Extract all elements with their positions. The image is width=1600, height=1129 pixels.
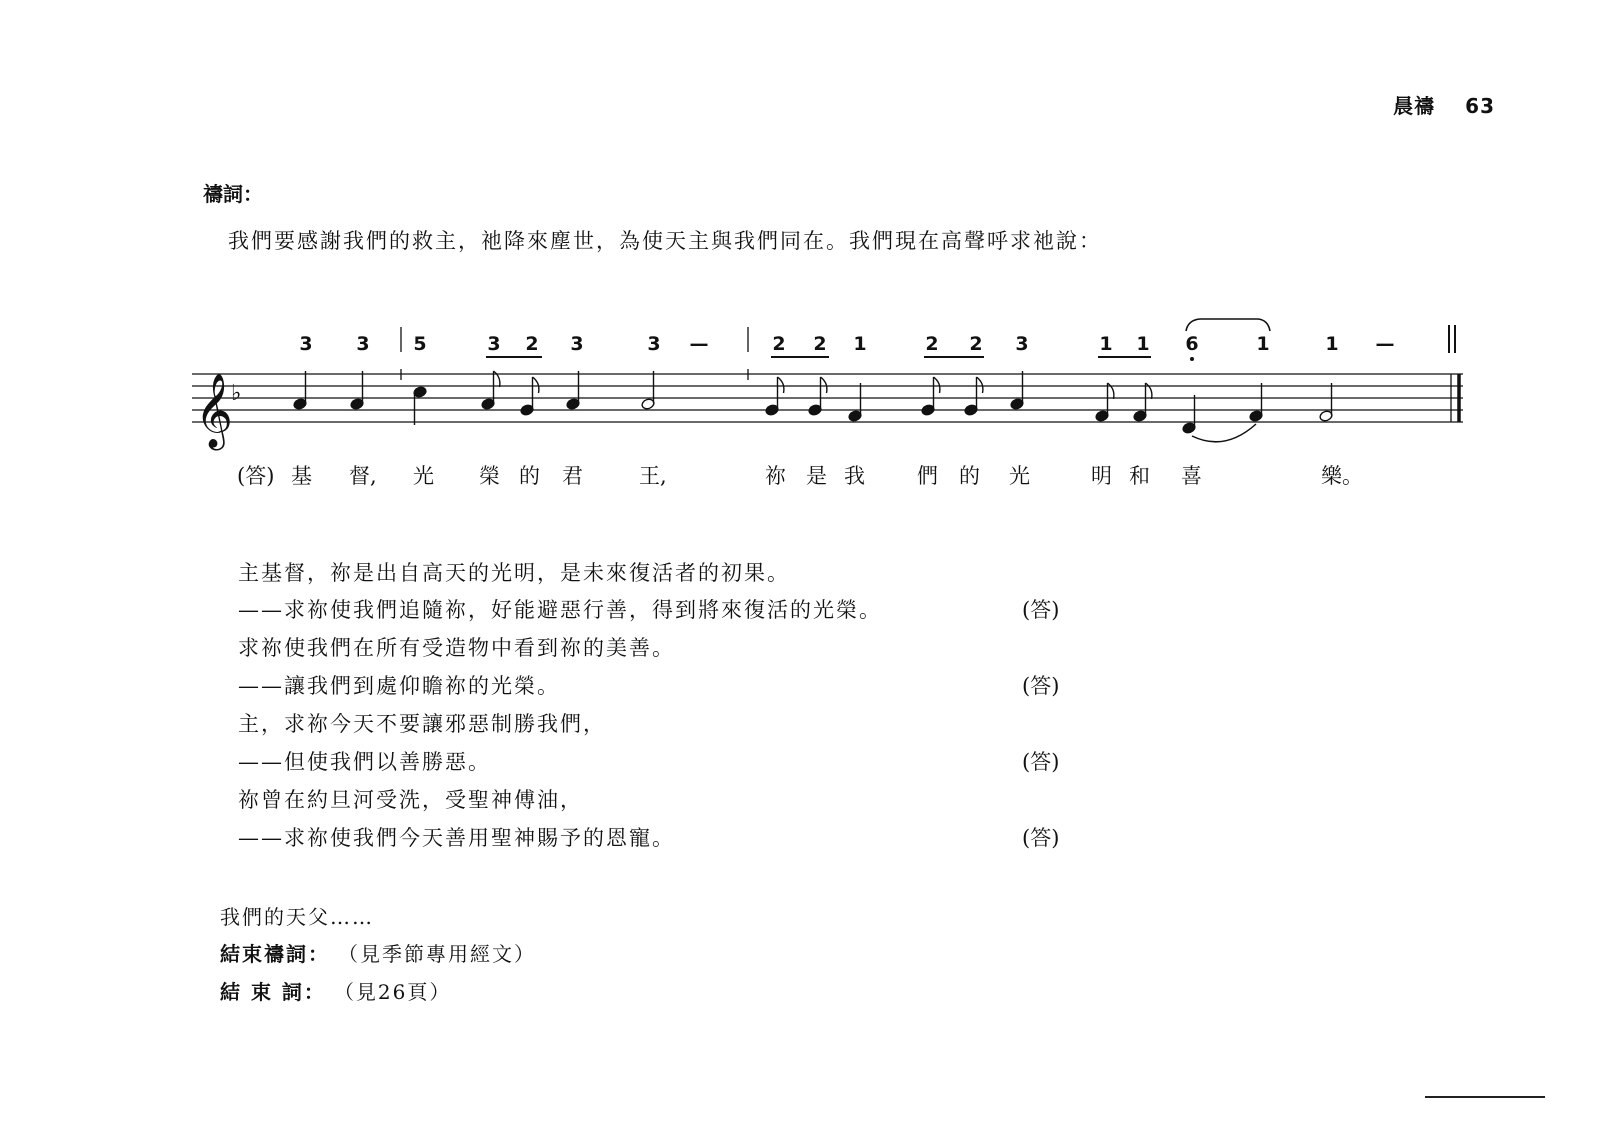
numbered-note: 6 [1180, 333, 1204, 355]
petition-line: 主，求祢今天不要讓邪惡制勝我們， [238, 712, 606, 736]
numbered-note: 2 [772, 333, 786, 355]
petition-line: ——讓我們到處仰瞻祢的光榮。 [238, 674, 560, 698]
lyric-syllable: 喜 [1181, 464, 1202, 488]
numbered-note: — [1375, 333, 1395, 355]
intercession-intro: 我們要感謝我們的救主，祂降來塵世，為使天主與我們同在。我們現在高聲呼求祂說： [228, 229, 1102, 253]
lyric-syllable: 基 [291, 464, 312, 488]
petition-line: 祢曾在約旦河受洗，受聖神傅油， [238, 788, 583, 812]
numbered-note: 3 [570, 333, 584, 355]
footer-rule [1425, 1096, 1545, 1098]
numbered-note: 3 [356, 333, 370, 355]
lyric-syllable: 祢 [765, 464, 786, 488]
lyric-syllable: 督, [349, 464, 377, 488]
lyric-syllable: 的 [959, 464, 980, 488]
response-marker: (答) [1022, 750, 1060, 774]
lyric-syllable: 是 [806, 464, 827, 488]
numbered-note: 1 [1325, 333, 1339, 355]
response-marker: (答) [1022, 826, 1060, 850]
petition-line: 主基督，祢是出自高天的光明，是未來復活者的初果。 [238, 561, 790, 585]
response-label: (答) [237, 464, 275, 488]
lyric-syllable: 樂。 [1321, 464, 1363, 488]
petition-line: 求祢使我們在所有受造物中看到祢的美善。 [238, 636, 675, 660]
lyric-syllable: 明 [1091, 464, 1112, 488]
staff-notation [0, 0, 1600, 500]
numbered-note: 2 [969, 333, 983, 355]
lyric-syllable: 我 [844, 464, 865, 488]
lyric-syllable: 光 [1009, 464, 1030, 488]
lyric-syllable: 和 [1129, 464, 1150, 488]
numbered-note: 5 [413, 333, 427, 355]
lyric-syllable: 光 [413, 464, 434, 488]
numbered-note: — [689, 333, 709, 355]
conclusion-value: （見26頁） [343, 980, 452, 1004]
lyric-syllable: 的 [519, 464, 540, 488]
lyric-syllable: 們 [917, 464, 938, 488]
response-marker: (答) [1022, 674, 1060, 698]
numbered-note: 3 [1015, 333, 1029, 355]
numbered-note: 3 [487, 333, 501, 355]
numbered-note: 2 [525, 333, 539, 355]
numbered-note: 3 [647, 333, 661, 355]
petition-line: ——求祢使我們今天善用聖神賜予的恩寵。 [238, 826, 675, 850]
page-number: 63 [1465, 94, 1495, 118]
response-marker: (答) [1022, 598, 1060, 622]
conclusion-label: 結 束 詞： [220, 980, 326, 1004]
our-father-line: 我們的天父…… [220, 905, 374, 929]
petition-line: ——但使我們以善勝惡。 [238, 750, 491, 774]
closing-prayer-row [220, 938, 536, 967]
numbered-note: 1 [853, 333, 867, 355]
closing-prayer-value: （見季節專用經文） [348, 942, 536, 966]
conclusion-row [220, 976, 451, 1005]
lyric-syllable: 君 [562, 464, 583, 488]
svg-text:𝄞: 𝄞 [195, 374, 233, 448]
numbered-note: 2 [813, 333, 827, 355]
closing-prayer-label: 結束禱詞： [220, 942, 330, 966]
lyric-syllable: 榮 [479, 464, 500, 488]
petition-line: ——求祢使我們追隨祢，好能避惡行善，得到將來復活的光榮。 [238, 598, 882, 622]
intercession-label: 禱詞： [203, 182, 263, 206]
numbered-note: 1 [1136, 333, 1150, 355]
svg-text:♭: ♭ [231, 381, 242, 406]
lyric-syllable: 王, [639, 464, 667, 488]
numbered-note: 1 [1256, 333, 1270, 355]
numbered-note: 3 [299, 333, 313, 355]
section-title: 晨禱 [1393, 94, 1436, 118]
numbered-note: 2 [925, 333, 939, 355]
numbered-note: 1 [1099, 333, 1113, 355]
